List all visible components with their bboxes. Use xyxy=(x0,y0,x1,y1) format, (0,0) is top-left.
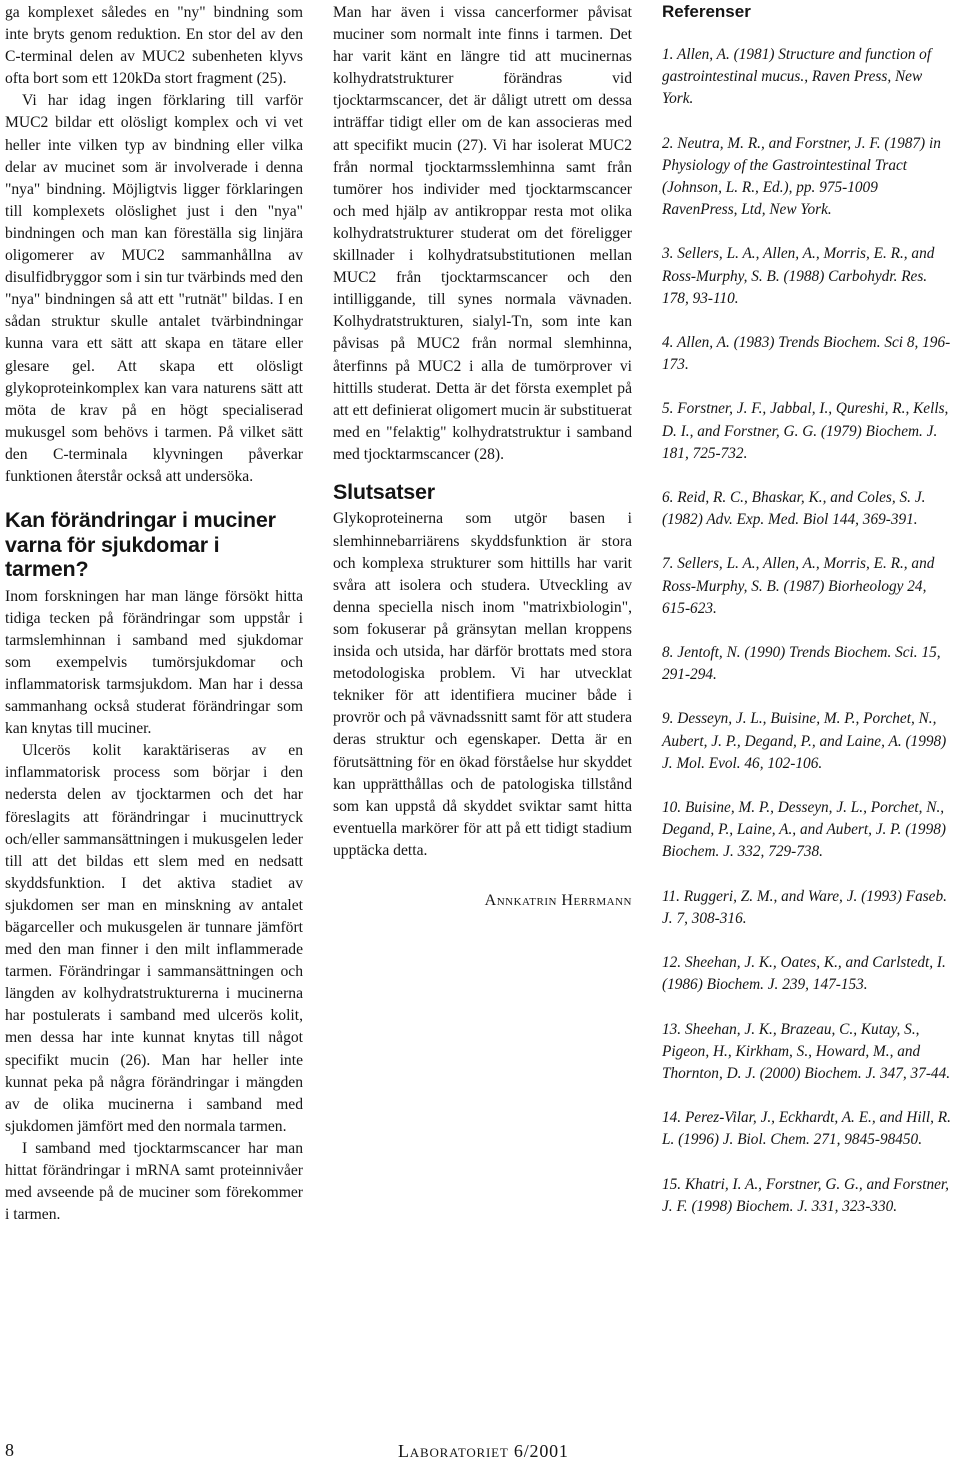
reference-item: 14. Perez-Vilar, J., Eckhardt, A. E., and Hill, R. L. (1996) J. Biol. Chem. 271, 9845-98450. xyxy=(662,1109,951,1149)
paragraph: Vi har idag ingen förklaring till varför MUC2 bildar ett olösligt komplex och vi vet heller inte vilken typ av bindning eller vilka delar av mucinet som är involverade i denna "nya" bindning. Möjligtvis ligger förklaringen till komplexets olöslighet just i den "nya" bindningen och man kan föreställa sig linjära oligomerer av MUC2 sammanhållna av disulfidbryggor som i sin tur tvärbinds med den "nya" bindningen så att ett "rutnät" bildas. I en sådan struktur skulle antalet tvärbindningar kunna vara ett sätt att skapa en tätare eller glesare gel. Att skapa ett olösligt glykoproteinkomplex kan vara naturens sätt att möta de krav på en högt specialiserad mukusgel som behövs i tarmen. På vilket sätt den C-terminala klyvningen påverkar funktionen återstår också att undersöka. xyxy=(5,92,303,485)
section-heading: Kan förändringar i muciner varna för sjukdomar i tarmen? xyxy=(5,508,276,582)
paragraph: ga komplexet således en "ny" bindning som inte bryts genom reduktion. En stor del av den C-terminal delen av MUC2 subenheten klyvs ofta bort som ett 120kDa stort fragment (25). xyxy=(5,4,303,88)
references-column xyxy=(662,2,954,1240)
reference-item: 13. Sheehan, J. K., Brazeau, C., Kutay, S., Pigeon, H., Kirkham, S., Howard, M., and Thornton, D. J. (2000) Biochem. J. 347, 37-44. xyxy=(662,1020,951,1082)
article-column-middle xyxy=(333,2,632,912)
reference-item: 3. Sellers, L. A., Allen, A., Morris, E. R., and Ross-Murphy, S. B. (1988) Carbohydr. Res. 178, 93-110. xyxy=(662,245,935,307)
paragraph: I samband med tjocktarmscancer har man hittat förändringar i mRNA samt proteinnivåer med avseende på de muciner som förekommer i tarmen. xyxy=(5,1139,303,1224)
paragraph: Inom forskningen har man länge försökt hitta tidiga tecken på förändringar som uppstår i tarmslemhinnan i samband med sjukdomar som exempelvis tumörsjukdomar och inflammatorisk tarmsjukdom. Man har i dessa sammanhang också studerat förändringar som kan knytas till muciner. xyxy=(5,587,303,738)
paragraph: Man har även i vissa cancerformer påvisat muciner som normalt inte finns i tarmen. Det har varit känt en längre tid att mucinernas kolhydratstrukturer förändras vid tjocktarmscancer, det är dåligt utrett om dessa inträffar tidigt eller om de kan associeras med att specifikt mucin (27). Vi har isolerat MUC2 från normal tjocktarmsslemhinna samt från tumörer hos individer med tjocktarmscancer och med hjälp av antikroppar resta mot olika kolhydratstrukturer studerat om det föreligger skillnader i kolhydratsubstitutionen mellan MUC2 från tjocktarmscancer och den intilliggande, till synes normala vävnaden. Kolhydratstrukturen, sialyl-Tn, som inte kan påvisas på MUC2 från normal slemhinna, återfinns på MUC2 i alla de tumörprover vi hittills studerat. Detta är det första exemplet på att ett definierat oligomert mucin är substituerat med en "felaktig" kolhydratstruktur i samband med tjocktarmscancer (28). xyxy=(333,4,632,463)
author-signature: Annkatrin Herrmann xyxy=(484,891,632,909)
reference-item: 5. Forstner, J. F., Jabbal, I., Qureshi, R., Kells, D. I., and Forstner, G. G. (1979) Biochem. J. 181, 725-732. xyxy=(662,400,949,462)
reference-item: 12. Sheehan, J. K., Oates, K., and Carlstedt, I. (1986) Biochem. J. 239, 147-153. xyxy=(662,954,946,994)
reference-item: 7. Sellers, L. A., Allen, A., Morris, E. R., and Ross-Murphy, S. B. (1987) Biorheology 24, 615-623. xyxy=(662,555,935,617)
reference-item: 8. Jentoft, N. (1990) Trends Biochem. Sci. 15, 291-294. xyxy=(662,644,941,684)
reference-item: 10. Buisine, M. P., Desseyn, J. L., Porchet, N., Degand, P., Laine, A., and Aubert, J. P. (1998) Biochem. J. 332, 729-738. xyxy=(662,799,946,861)
page-number: 8 xyxy=(5,1440,14,1460)
references-heading: Referenser xyxy=(662,2,751,21)
reference-item: 11. Ruggeri, Z. M., and Ware, J. (1993) Faseb. J. 7, 308-316. xyxy=(662,887,947,927)
article-column-left xyxy=(5,2,303,1226)
journal-footer: Laboratoriet 6/2001 xyxy=(398,1441,569,1461)
section-heading: Slutsatser xyxy=(333,479,435,504)
reference-item: 2. Neutra, M. R., and Forstner, J. F. (1987) in Physiology of the Gastrointestinal Tract (Johnson, L. R., Ed.), pp. 975-1009 RavenPress, Ltd, New York. xyxy=(662,134,941,219)
paragraph: Glykoproteinerna som utgör basen i slemhinnebarriärens skyddsfunktion är stora och komplexa strukturer som hittills har varit svåra att isolera och studera. Utveckling av denna speciella nisch inom "matrixbiologin", som fokuserar på gränsytan mellan kroppens insida och utsida, har därför brottats med stora metodologiska problem. Vi har utvecklat tekniker för att identifiera muciner både i provrör och på vävnadssnitt samt för att studera deras struktur och egenskaper. Detta är en förutsättning för en ökad förståelse hur skyddet kan upprätthållas och de patologiska tillstånd som kan uppstå då skyddet sviktar samt hitta eventuella markörer för att på ett tidigt stadium upptäcka detta. xyxy=(333,510,632,859)
paragraph: Ulcerös kolit karaktäriseras av en inflammatorisk process som börjar i den nedersta delen av tjocktarmen och det har föreslagits att förändringar i mucinuttryck och/eller sammansättningen i mukusgelen leder till att det bildas ett slem med en nedsatt skyddsfunktion. I det aktiva stadiet av sjukdomen ser man en minskning av antalet bägarceller och mukusgelen är tunnare jämfört med den man finner i den milt inflammerade tarmen. Förändringar i sammansättningen och längden av kolhydratstrukturerna i mucinerna har postulerats i samband med ulcerös kolit, men dessa har inte kunnat knytas till något specifikt mucin (26). Man har heller inte kunnat peka på några förändringar i mängden av de olika mucinerna i samband med sjukdomen jämfört med den normala tarmen. xyxy=(5,742,303,1135)
reference-item: 6. Reid, R. C., Bhaskar, K., and Coles, S. J. (1982) Adv. Exp. Med. Biol 144, 369-391. xyxy=(662,489,926,529)
reference-item: 9. Desseyn, J. L., Buisine, M. P., Porchet, N., Aubert, J. P., Degand, P., and Laine, A. (1998) J. Mol. Evol. 46, 102-106. xyxy=(662,710,947,772)
reference-item: 4. Allen, A. (1983) Trends Biochem. Sci 8, 196-173. xyxy=(662,334,951,374)
reference-item: 15. Khatri, I. A., Forstner, G. G., and Forstner, J. F. (1998) Biochem. J. 331, 323-330. xyxy=(662,1175,949,1215)
reference-item: 1. Allen, A. (1981) Structure and function of gastrointestinal mucus., Raven Press, New York. xyxy=(662,46,932,108)
